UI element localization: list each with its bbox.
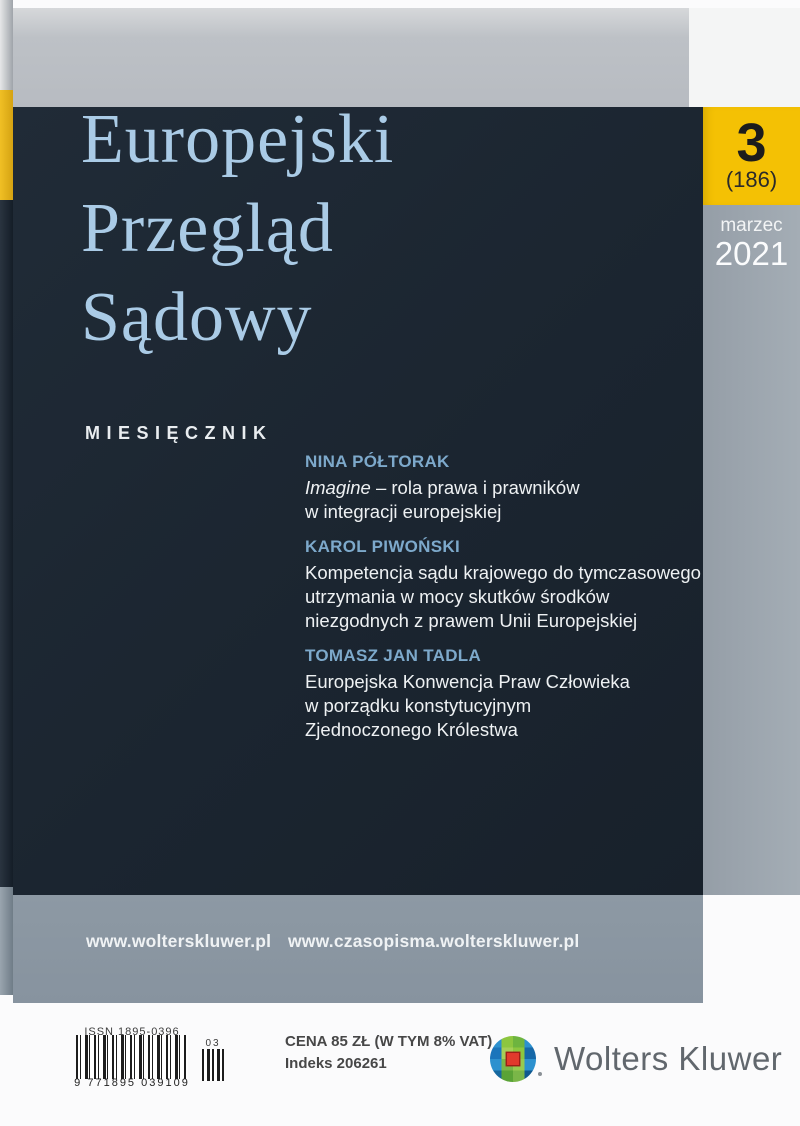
issue-cumulative-number: (186): [725, 167, 778, 192]
article-entry: [305, 537, 705, 633]
article-title-line: utrzymania w mocy skutków środków: [305, 586, 610, 607]
wolters-kluwer-globe-icon: [490, 1036, 536, 1082]
issn-barcode: [72, 1026, 192, 1089]
barcode-addon-bars: [202, 1049, 224, 1081]
journal-title-line: Sądowy: [81, 279, 313, 356]
article-title-line: Zjednoczonego Królestwa: [305, 719, 518, 740]
cover-top-right-area: [689, 8, 800, 107]
article-entry: [305, 646, 705, 742]
journal-title-line: Przegląd: [81, 190, 334, 267]
price-line: CENA 85 ZŁ (W TYM 8% VAT): [285, 1033, 493, 1050]
article-title-line: Kompetencja sądu krajowego do tymczasowego: [305, 562, 701, 583]
article-title-line: [305, 476, 705, 500]
barcode-bars: [76, 1035, 188, 1079]
article-title-line: w integracji europejskiej: [305, 501, 502, 522]
issue-date-column: [703, 205, 800, 895]
issue-month: marzec: [720, 215, 783, 236]
journal-title-line: Europejski: [81, 101, 395, 178]
issue-column: [703, 107, 800, 895]
issue-number-box: [703, 107, 800, 205]
article-author: TOMASZ JAN TADLA: [305, 646, 482, 665]
article-entry: [305, 452, 705, 524]
price-block: [285, 1031, 492, 1075]
back-cover-band: [13, 8, 689, 107]
journals-url: www.czasopisma.wolterskluwer.pl: [288, 931, 580, 951]
index-line: Indeks 206261: [285, 1055, 387, 1072]
barcode-addon: [200, 1038, 226, 1081]
article-title-line: w porządku konstytucyjnym: [305, 695, 532, 716]
barcode-addon-label: 03: [205, 1038, 221, 1049]
logo-dot: [538, 1072, 542, 1076]
issue-number: 3: [736, 113, 767, 173]
journal-title: [81, 95, 394, 362]
article-author: NINA PÓŁTORAK: [305, 452, 450, 471]
featured-articles-list: [305, 452, 705, 755]
spine-yellow-segment: [0, 90, 13, 200]
wolters-kluwer-logo: [490, 1036, 782, 1082]
issn-label: ISSN 1895-0396: [84, 1026, 180, 1038]
article-title-rest: – rola prawa i prawników: [370, 477, 580, 498]
publisher-url: www.wolterskluwer.pl: [86, 931, 272, 951]
barcode-block: [72, 1026, 226, 1089]
book-spine: [0, 0, 13, 995]
article-title-line: Europejska Konwencja Praw Człowieka: [305, 671, 630, 692]
spine-navy-segment: [0, 200, 13, 887]
spine-gray-segment: [0, 0, 13, 90]
article-title-italic: Imagine: [305, 477, 371, 498]
barcode-digits: 9 771895 039109: [74, 1077, 190, 1089]
issue-year: 2021: [714, 235, 789, 272]
article-author: KAROL PIWOŃSKI: [305, 537, 461, 556]
journal-subtitle: MIESIĘCZNIK: [85, 423, 273, 443]
article-title-line: niezgodnych z prawem Unii Europejskiej: [305, 610, 638, 631]
publisher-name: Wolters Kluwer: [554, 1040, 783, 1077]
spine-slate-segment: [0, 887, 13, 995]
